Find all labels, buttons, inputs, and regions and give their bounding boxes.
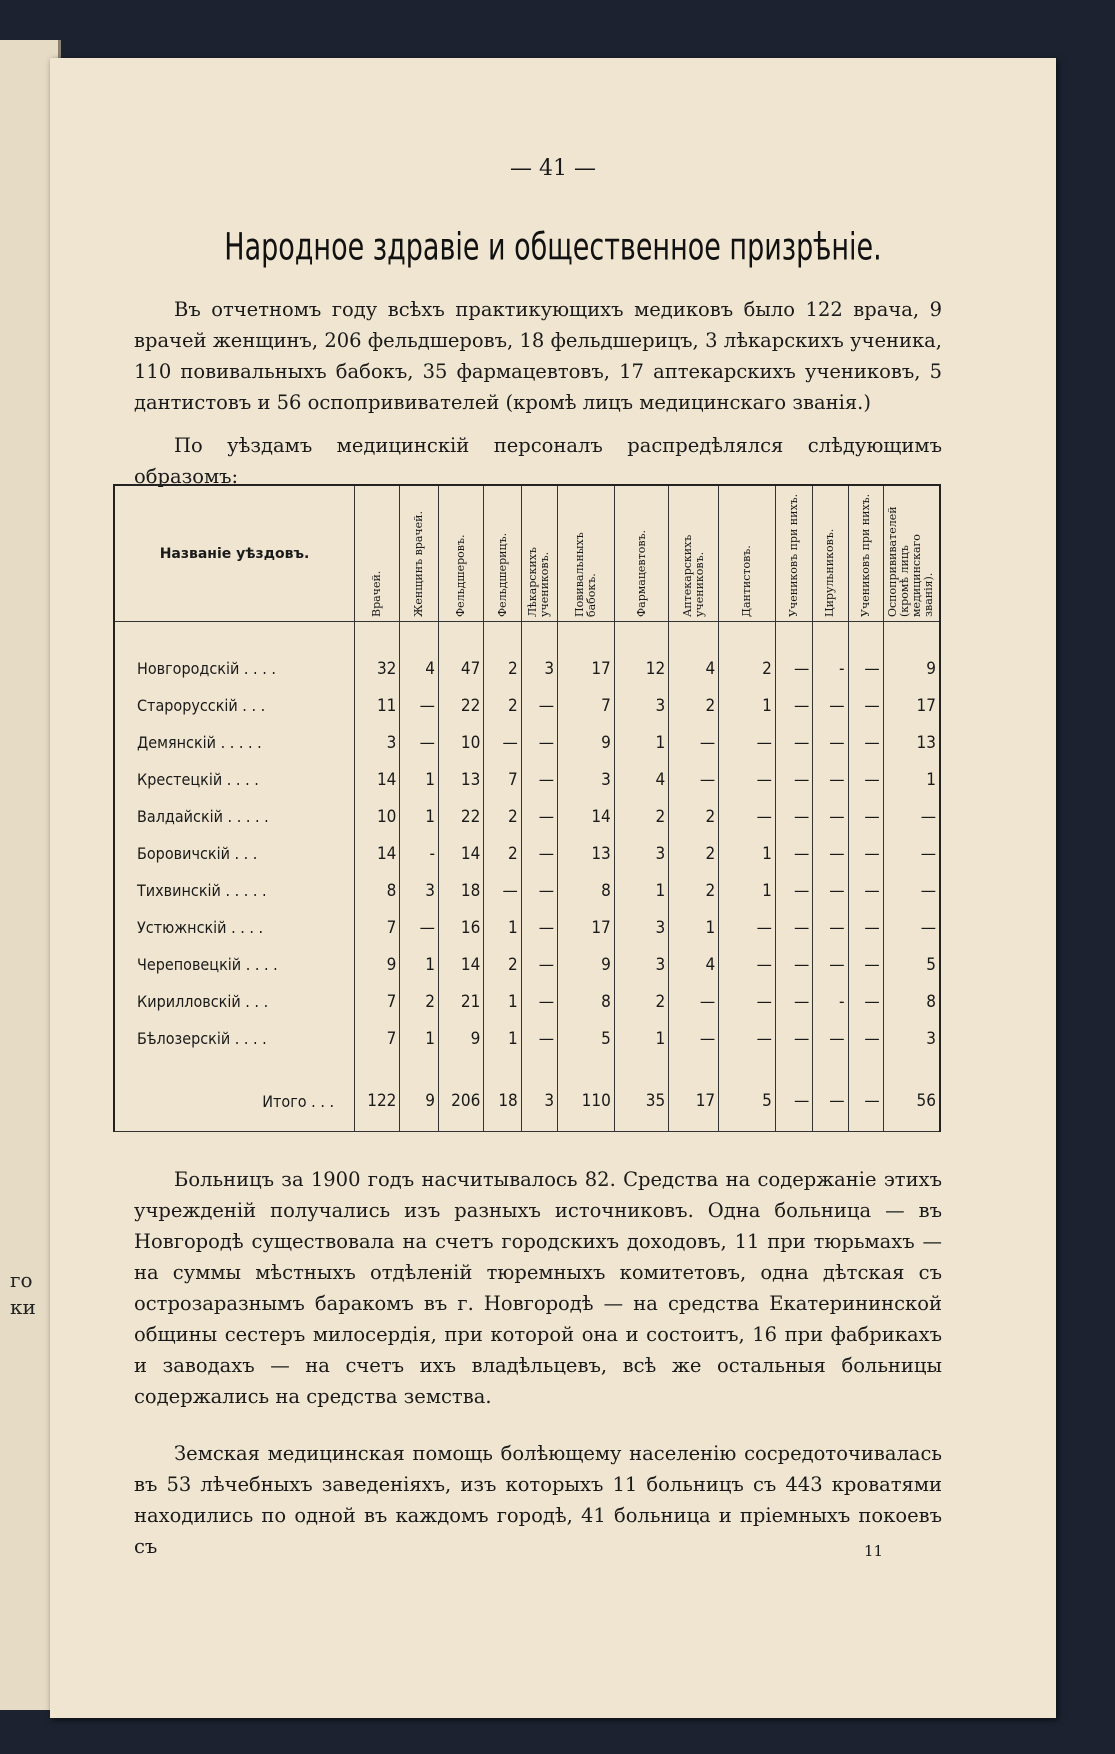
table-cell: 2 [719,650,776,687]
table-row [114,946,940,983]
table-cell: — [669,724,719,761]
table-cell: 18 [438,872,483,909]
table-cell: — [775,724,812,761]
table-cell: 7 [558,687,615,724]
table-cell: — [775,761,812,798]
table-cell: — [848,1020,883,1057]
table-cell: — [521,872,557,909]
table-cell: — [775,983,812,1020]
table-header-row [114,485,940,622]
column-header: Фармацевтовъ. [614,485,668,622]
table-cell: 2 [484,798,521,835]
district-name: Череповецкій . . . . [114,946,355,983]
table-cell: 2 [484,835,521,872]
table-cell: 22 [438,798,483,835]
column-header-district: Названіе уѣздовъ. [114,485,355,622]
table-row [114,798,940,835]
table-cell: — [883,872,940,909]
column-header: Цирульниковъ. [813,485,848,622]
district-name: Кирилловскій . . . [114,983,355,1020]
table-cell: 8 [883,983,940,1020]
column-header: Фельдшерицъ. [484,485,521,622]
table-cell: 17 [669,1071,719,1132]
table-cell: — [775,1071,812,1132]
table-cell: — [813,872,848,909]
table-cell: 2 [614,983,668,1020]
table-cell: 1 [614,724,668,761]
table-cell: — [400,687,439,724]
table-cell: 4 [400,650,439,687]
table-cell: — [521,983,557,1020]
table-cell: 10 [355,798,400,835]
table-cell: 1 [400,1020,439,1057]
column-header: Учениковъ при нихъ. [848,485,883,622]
table-cell: 14 [438,946,483,983]
table-cell: 17 [558,650,615,687]
table-cell: 56 [883,1071,940,1132]
table-cell: 3 [355,724,400,761]
table-row [114,983,940,1020]
district-name: Итого . . . [114,1071,355,1132]
table-cell: 1 [883,761,940,798]
table-cell: — [719,983,776,1020]
table-cell: 3 [558,761,615,798]
table-cell: 5 [719,1071,776,1132]
table-cell: — [848,761,883,798]
table-cell: — [775,909,812,946]
table-cell: 3 [883,1020,940,1057]
table-cell: 1 [400,798,439,835]
table-cell: — [484,872,521,909]
table-row [114,761,940,798]
table-cell: — [775,687,812,724]
district-name: Валдайскій . . . . . [114,798,355,835]
left-page-fragment: ки [10,1295,36,1319]
table-cell: 2 [669,798,719,835]
table-cell: — [521,946,557,983]
paragraph-personnel: Въ отчетномъ году всѣхъ практикующихъ медиковъ было 122 врача, 9 врачей женщинъ, 206 фельдшеровъ, 18 фельдшерицъ, 3 лѣкарскихъ ученика, 110 повивальныхъ бабокъ, 35 фармацевтовъ, 17 аптекарскихъ учениковъ, 5 дантистовъ и 56 оспопрививателей (кромѣ лицъ медицинскаго званія.) [134,298,942,414]
table-cell: 21 [438,983,483,1020]
table-cell: 1 [614,1020,668,1057]
table-body [114,622,940,1132]
table-cell: — [719,909,776,946]
table-row [114,650,940,687]
table-cell: 11 [355,687,400,724]
table-cell: — [521,798,557,835]
table-cell: — [813,946,848,983]
table-total-row [114,1071,940,1132]
table-cell: 1 [719,835,776,872]
table-spacer-row [114,622,940,651]
district-name: Новгородскій . . . . [114,650,355,687]
table-cell: — [883,798,940,835]
table-row [114,1020,940,1057]
table-cell: 10 [438,724,483,761]
table-row [114,687,940,724]
table-cell: 5 [558,1020,615,1057]
table-cell: 7 [355,983,400,1020]
table-cell: 3 [400,872,439,909]
table-cell: — [669,761,719,798]
column-header: Повивальныхъ бабокъ. [558,485,615,622]
district-name: Бѣлозерскій . . . . [114,1020,355,1057]
table-cell: — [848,983,883,1020]
table-cell: 13 [883,724,940,761]
table-cell: — [719,724,776,761]
table-cell: 13 [438,761,483,798]
table-cell: 2 [669,835,719,872]
table-cell: 110 [558,1071,615,1132]
table-cell: — [669,983,719,1020]
table-cell: 2 [484,946,521,983]
table-cell: — [848,872,883,909]
table-cell: 1 [400,946,439,983]
table-cell: — [813,1020,848,1057]
column-header: Лѣкарскихъ учениковъ. [521,485,557,622]
table-cell: — [775,872,812,909]
table-cell: — [400,724,439,761]
table-cell: 2 [614,798,668,835]
table-cell: — [848,946,883,983]
table-cell: 9 [400,1071,439,1132]
table-cell: — [848,724,883,761]
table-cell: — [719,1020,776,1057]
table-cell: 2 [669,687,719,724]
table-cell: 122 [355,1071,400,1132]
table-cell: 1 [400,761,439,798]
table-cell: 2 [669,872,719,909]
table-cell: 1 [484,909,521,946]
table-cell: 3 [521,650,557,687]
table-cell: 14 [558,798,615,835]
table-cell: — [521,835,557,872]
table-cell: — [669,1020,719,1057]
table-cell: - [813,650,848,687]
table-cell: — [775,1020,812,1057]
district-name: Боровичскій . . . [114,835,355,872]
column-header: Аптекарскихъ учениковъ. [669,485,719,622]
table-cell: 2 [484,687,521,724]
left-page-fragment: го [10,1268,33,1292]
table-cell: 3 [614,835,668,872]
table-cell: 14 [355,835,400,872]
column-header: Дантистовъ. [719,485,776,622]
paragraph-zemstvo: Земская медицинская помощь болѣющему населенію сосредоточивалась въ 53 лѣчебныхъ заведеніяхъ, изъ которыхъ 11 больницъ съ 443 кроватями находились по одной въ каждомъ городѣ, 41 больница и пріемныхъ покоевъ съ [134,1442,942,1558]
table-cell: — [848,687,883,724]
table-cell: 14 [355,761,400,798]
table-cell: — [813,687,848,724]
table-cell: - [813,983,848,1020]
table-cell: 17 [558,909,615,946]
section-title: Народное здравіе и общественное призрѣніе. [224,225,882,270]
table-cell: 9 [355,946,400,983]
table-cell: 3 [614,687,668,724]
table-cell: 1 [484,1020,521,1057]
table-cell: 47 [438,650,483,687]
table-cell: 1 [484,983,521,1020]
table-cell: 7 [355,1020,400,1057]
table-cell: — [848,650,883,687]
table-cell: 1 [719,872,776,909]
table-cell: 17 [883,687,940,724]
table-cell: — [848,909,883,946]
table-cell: — [775,798,812,835]
table-cell: — [400,909,439,946]
table-cell: — [521,687,557,724]
table-cell: 32 [355,650,400,687]
table-cell: — [775,946,812,983]
column-header: Учениковъ при нихъ. [775,485,812,622]
table-cell: 7 [484,761,521,798]
table-cell: 9 [558,724,615,761]
table-cell: 9 [558,946,615,983]
table-cell: — [813,1071,848,1132]
document-page [50,58,1056,1718]
table-row [114,909,940,946]
personnel-table [113,484,941,1132]
table-cell: — [883,909,940,946]
table-cell: - [400,835,439,872]
table-cell: 4 [614,761,668,798]
table-cell: — [775,650,812,687]
table-row [114,724,940,761]
table-cell: — [484,724,521,761]
table-cell: 22 [438,687,483,724]
table-cell: 206 [438,1071,483,1132]
column-header: Оспопрививателей (кромѣ лицъ медицинскаго званія). [883,485,940,622]
table-cell: 8 [558,983,615,1020]
district-name: Демянскій . . . . . [114,724,355,761]
table-cell: 12 [614,650,668,687]
table-cell: 1 [669,909,719,946]
table-cell: 3 [614,946,668,983]
column-header: Фельдшеровъ. [438,485,483,622]
table-cell: 7 [355,909,400,946]
page-number: — 41 — [510,156,596,181]
column-header: Врачей. [355,485,400,622]
paragraph-hospitals: Больницъ за 1900 годъ насчитывалось 82. Средства на содержаніе этихъ учрежденій получались изъ разныхъ источниковъ. Одна больница — въ Новгородѣ существовала на счетъ городскихъ доходовъ, 11 при тюрьмахъ — на суммы мѣстныхъ отдѣленій тюремныхъ комитетовъ, одна дѣтская съ острозаразнымъ баракомъ въ г. Новгородѣ — на средства Екатерининской общины сестеръ милосердія, при которой она и состоитъ, 16 при фабрикахъ и заводахъ — на счетъ ихъ владѣльцевъ, всѣ же остальныя больницы содержались на средства земства. [134,1168,942,1408]
table-cell: 8 [558,872,615,909]
table-cell: 8 [355,872,400,909]
table-cell: — [848,798,883,835]
table-cell: 35 [614,1071,668,1132]
table-cell: 9 [883,650,940,687]
table-cell: 3 [521,1071,557,1132]
table-cell: — [719,946,776,983]
paragraph-table-intro: По уѣздамъ медицинскій персоналъ распредѣлялся слѣдующимъ образомъ: [134,434,942,488]
table-cell: — [883,835,940,872]
table-cell: 2 [484,650,521,687]
table-row [114,835,940,872]
table-cell: — [521,1020,557,1057]
table-cell: 2 [400,983,439,1020]
signature-number: 11 [864,1542,884,1560]
table-row [114,872,940,909]
table-cell: — [521,761,557,798]
table-cell: — [775,835,812,872]
district-name: Крестецкій . . . . [114,761,355,798]
table-cell: 1 [719,687,776,724]
table-cell: 18 [484,1071,521,1132]
table-cell: — [813,909,848,946]
district-name: Тихвинскій . . . . . [114,872,355,909]
column-header: Женщинъ врачей. [400,485,439,622]
district-name: Устюжнскій . . . . [114,909,355,946]
table-cell: 14 [438,835,483,872]
table-spacer-row [114,1057,940,1071]
table-cell: 5 [883,946,940,983]
table-cell: — [813,724,848,761]
table-cell: — [719,798,776,835]
table-cell: 4 [669,650,719,687]
table-cell: — [848,1071,883,1132]
table-cell: — [813,835,848,872]
district-name: Старорусскій . . . [114,687,355,724]
table-cell: 16 [438,909,483,946]
table-cell: 4 [669,946,719,983]
table-cell: — [848,835,883,872]
table-cell: — [521,909,557,946]
table-cell: — [521,724,557,761]
table-cell: 3 [614,909,668,946]
table-cell: 13 [558,835,615,872]
table-cell: — [813,798,848,835]
table-cell: 1 [614,872,668,909]
table-cell: 9 [438,1020,483,1057]
table-cell: — [719,761,776,798]
table-cell: — [813,761,848,798]
